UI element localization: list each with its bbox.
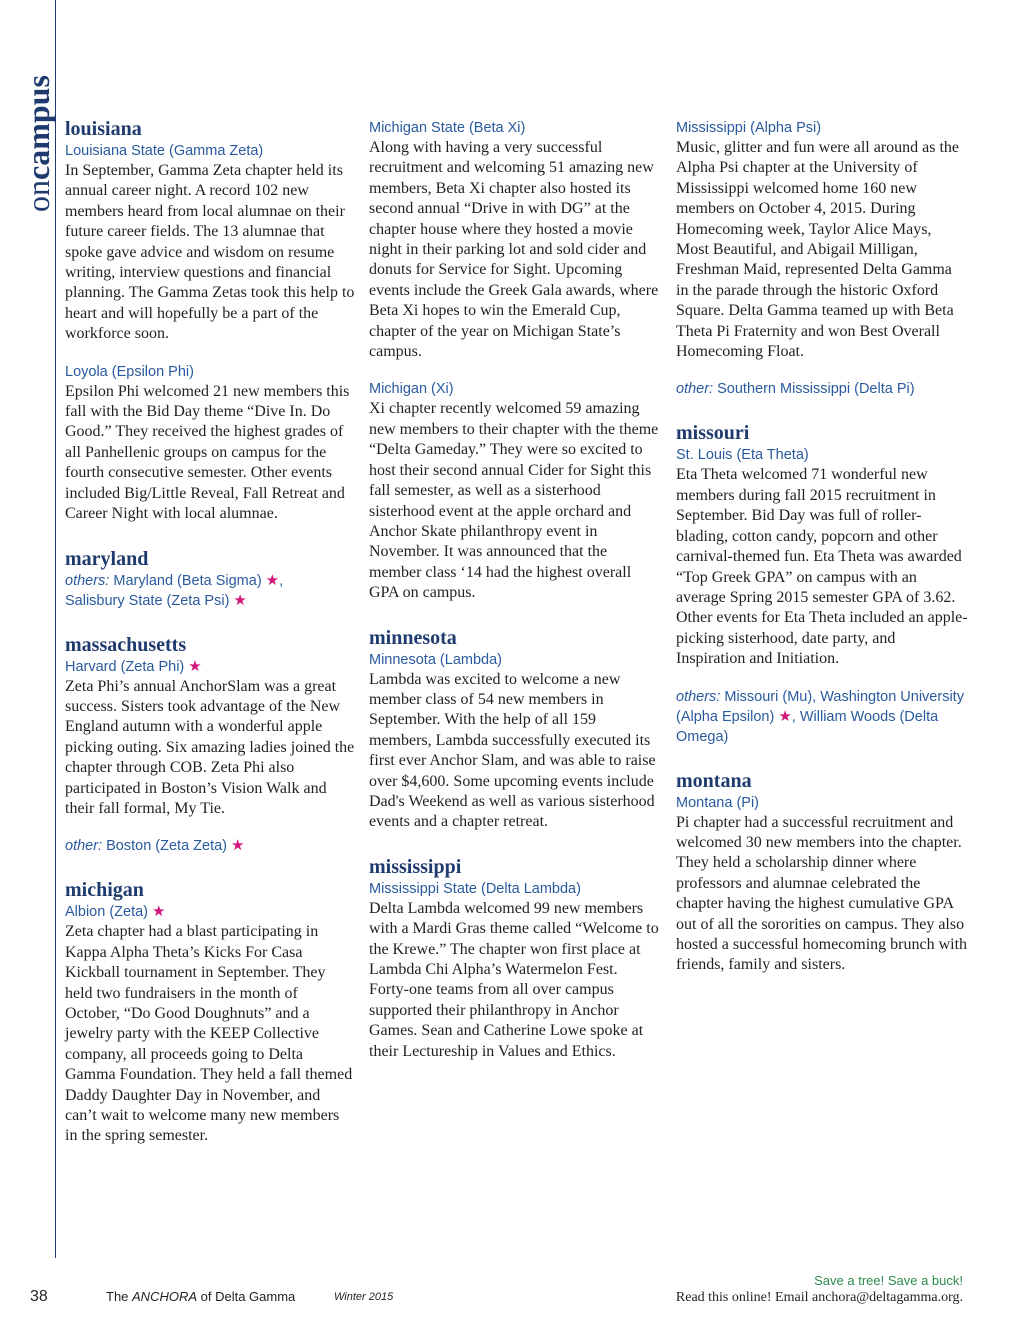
chapter-report: Pi chapter had a successful recruitment and welcomed 30 new members into the chapter. They held a scholarship dinner where professors and alumnae celebrated the chapter having the highest cumulative GPA out of all the sororities on campus. They also hosted a successful homecoming brunch with friends, family and sisters. <box>676 813 968 974</box>
chapter-name: Mississippi State (Delta Lambda) <box>369 880 581 897</box>
publication-name <box>106 1289 295 1304</box>
chapter-report: Eta Theta welcomed 71 wonderful new members during fall 2015 recruitment in September. Bid Day was full of roller-blading, cotton candy, popcorn and other carnival-themed fun. Eta Theta was awarded “Top Greek GPA” on campus with an average Spring 2015 semester GPA of 3.62. Other events for Eta Theta included an apple-picking sisterhood, date party, and Inspiration and Initiation. <box>676 466 968 668</box>
chapter-name: Montana (Pi) <box>676 794 760 811</box>
column-1 <box>65 118 355 1147</box>
chapter-report: Zeta Phi’s annual AnchorSlam was a great success. Sisters took advantage of the New England autumn with a wonderful apple picking outing. Six amazing ladies joined the chapter through COB. Zeta Phi also participated in Boston’s Vision Walk and their fall formal, My Tie. <box>65 677 355 817</box>
other-chapter: William Woods (Delta Omega) <box>676 708 939 745</box>
chapter-name: Michigan State (Beta Xi) <box>369 120 526 136</box>
chapter-name: Louisiana State (Gamma Zeta) <box>65 143 264 159</box>
state-heading-minnesota: minnesota <box>369 626 457 649</box>
star-icon: ★ <box>188 657 202 675</box>
chapter-name: Minnesota (Lambda) <box>369 651 502 668</box>
chapter-report: Zeta chapter had a blast participating in Kappa Alpha Theta’s Kicks For Casa Kickball tournament in September. They held two fundraisers in the month of October, “Do Good Doughnuts” and a jewelry party with the KEEP Collective company, all proceeds going to Delta Gamma Foundation. They held a fall themed Daddy Daughter Day in November, and can’t wait to welcome many new members in the spring semester. <box>65 923 353 1145</box>
chapter-report: Music, glitter and fun were all around as the Alpha Psi chapter at the University of Mississippi welcomed home 160 new members on October 4, 2015. During Homecoming week, Taylor Alice Mays, Most Beautiful, and Abigail Milligan, Freshman Maid, represented Delta Gamma in the parade through the historic Oxford Square. Delta Gamma teamed up with Beta Theta Pi Fraternity and won Best Overall Homecoming Float. <box>676 139 960 361</box>
chapter-name <box>65 902 355 922</box>
publication-prefix: The <box>106 1289 133 1304</box>
other-chapters <box>676 687 968 747</box>
other-chapters <box>65 836 355 856</box>
chapter-report: Along with having a very successful recruitment and welcoming 51 amazing new members, Beta Xi chapter also hosted its second annual “Drive in with DG” at the chapter house where they hosted a movie night in their parking lot and sold cider and donuts for Service for Sight. Upcoming events include the Greek Gala awards, where Beta Xi hopes to win the Emerald Cup, chapter of the year on Michigan State’s campus. <box>369 139 659 361</box>
state-heading-montana: montana <box>676 769 752 792</box>
section-title-prefix: on <box>20 180 56 212</box>
save-tree-note: Save a tree! Save a buck! <box>814 1273 963 1288</box>
chapter-name: St. Louis (Eta Theta) <box>676 447 809 464</box>
star-icon: ★ <box>233 591 247 609</box>
state-heading-louisiana: louisiana <box>65 118 142 140</box>
separator: , <box>791 708 796 725</box>
chapter-name-text: Harvard (Zeta Phi) <box>65 658 185 675</box>
other-label: other: <box>676 381 714 398</box>
chapter-name: Mississippi (Alpha Psi) <box>676 120 822 136</box>
column-2 <box>369 118 661 1062</box>
other-chapter: Salisbury State (Zeta Psi) <box>65 592 230 609</box>
star-icon: ★ <box>778 707 792 725</box>
other-chapter: Missouri (Mu), Washington University (Alpha Epsilon) <box>676 688 964 725</box>
chapter-report: Xi chapter recently welcomed 59 amazing new members to their chapter with the theme “Delta Gameday.” They were so excited to host their second annual Cider for Sight this fall semester, as well as a sisterhood sisterhood event at the apple orchard and Anchor Skate philanthropy event in November. It was announced that the member class ‘14 had the highest overall GPA on campus. <box>369 400 659 602</box>
chapter-name: Loyola (Epsilon Phi) <box>65 363 194 380</box>
others-label: others: <box>676 688 721 705</box>
chapter-name <box>65 657 355 677</box>
publication-suffix: of Delta Gamma <box>197 1289 296 1304</box>
state-heading-michigan: michigan <box>65 879 144 902</box>
star-icon: ★ <box>231 837 245 855</box>
other-chapter: Southern Mississippi (Delta Pi) <box>717 381 915 398</box>
section-title <box>22 75 54 212</box>
state-heading-mississippi: mississippi <box>369 855 462 878</box>
other-chapter: Maryland (Beta Sigma) <box>113 572 262 589</box>
page-number: 38 <box>30 1288 48 1305</box>
chapter-report: Lambda was excited to welcome a new member class of 54 new members in September. With the help of all 159 members, Lambda successfully executed its first ever Anchor Slam, and was able to raise over $4,600. Some upcoming events include Dad's Weekend as well as various sisterhood events and a chapter retreat. <box>369 670 656 831</box>
star-icon: ★ <box>265 571 280 589</box>
other-label: other: <box>65 838 103 855</box>
state-heading-maryland: maryland <box>65 547 149 570</box>
chapter-name: Michigan (Xi) <box>369 381 454 398</box>
chapter-report: In September, Gamma Zeta chapter held its annual career night. A record 102 new members heard from local alumnae on their future career fields. The 13 alumnae that spoke gave advice and wisdom on resume writing, interview questions and financial planning. The Gamma Zetas took this help to heart and will hopefully be a part of the workforce soon. <box>65 162 355 343</box>
separator: , <box>279 572 284 589</box>
publication-title: ANCHORA <box>132 1289 198 1304</box>
issue-date: Winter 2015 <box>334 1291 394 1303</box>
column-3 <box>676 118 968 976</box>
other-chapters <box>65 571 355 611</box>
state-heading-missouri: missouri <box>676 422 750 445</box>
chapter-report: Epsilon Phi welcomed 21 new members this fall with the Bid Day theme “Dive In. Do Good.” They received the highest grades of all Panhellenic groups on campus for the fourth consecutive semester. Other events included Big/Little Reveal, Fall Retreat and Career Night with local alumnae. <box>65 382 350 523</box>
section-title-main: campus <box>20 75 56 180</box>
star-icon: ★ <box>152 903 166 921</box>
other-chapter: Boston (Zeta Zeta) <box>106 838 228 855</box>
others-label: others: <box>65 572 110 589</box>
other-chapters <box>676 379 968 399</box>
chapter-report: Delta Lambda welcomed 99 new members with a Mardi Gras theme called “Welcome to the Krewe.” The chapter won first place at Lambda Chi Alpha’s Watermelon Fest. Forty-one teams from all over campus supported their philanthropy in Anchor Games. Sean and Catherine Lowe spoke at their Lectureship in Values and Ethics. <box>369 899 659 1060</box>
read-online-note: Read this online! Email anchora@deltagamma.org. <box>675 1290 963 1305</box>
chapter-name-text: Albion (Zeta) <box>65 904 149 921</box>
state-heading-massachusetts: massachusetts <box>65 633 187 656</box>
